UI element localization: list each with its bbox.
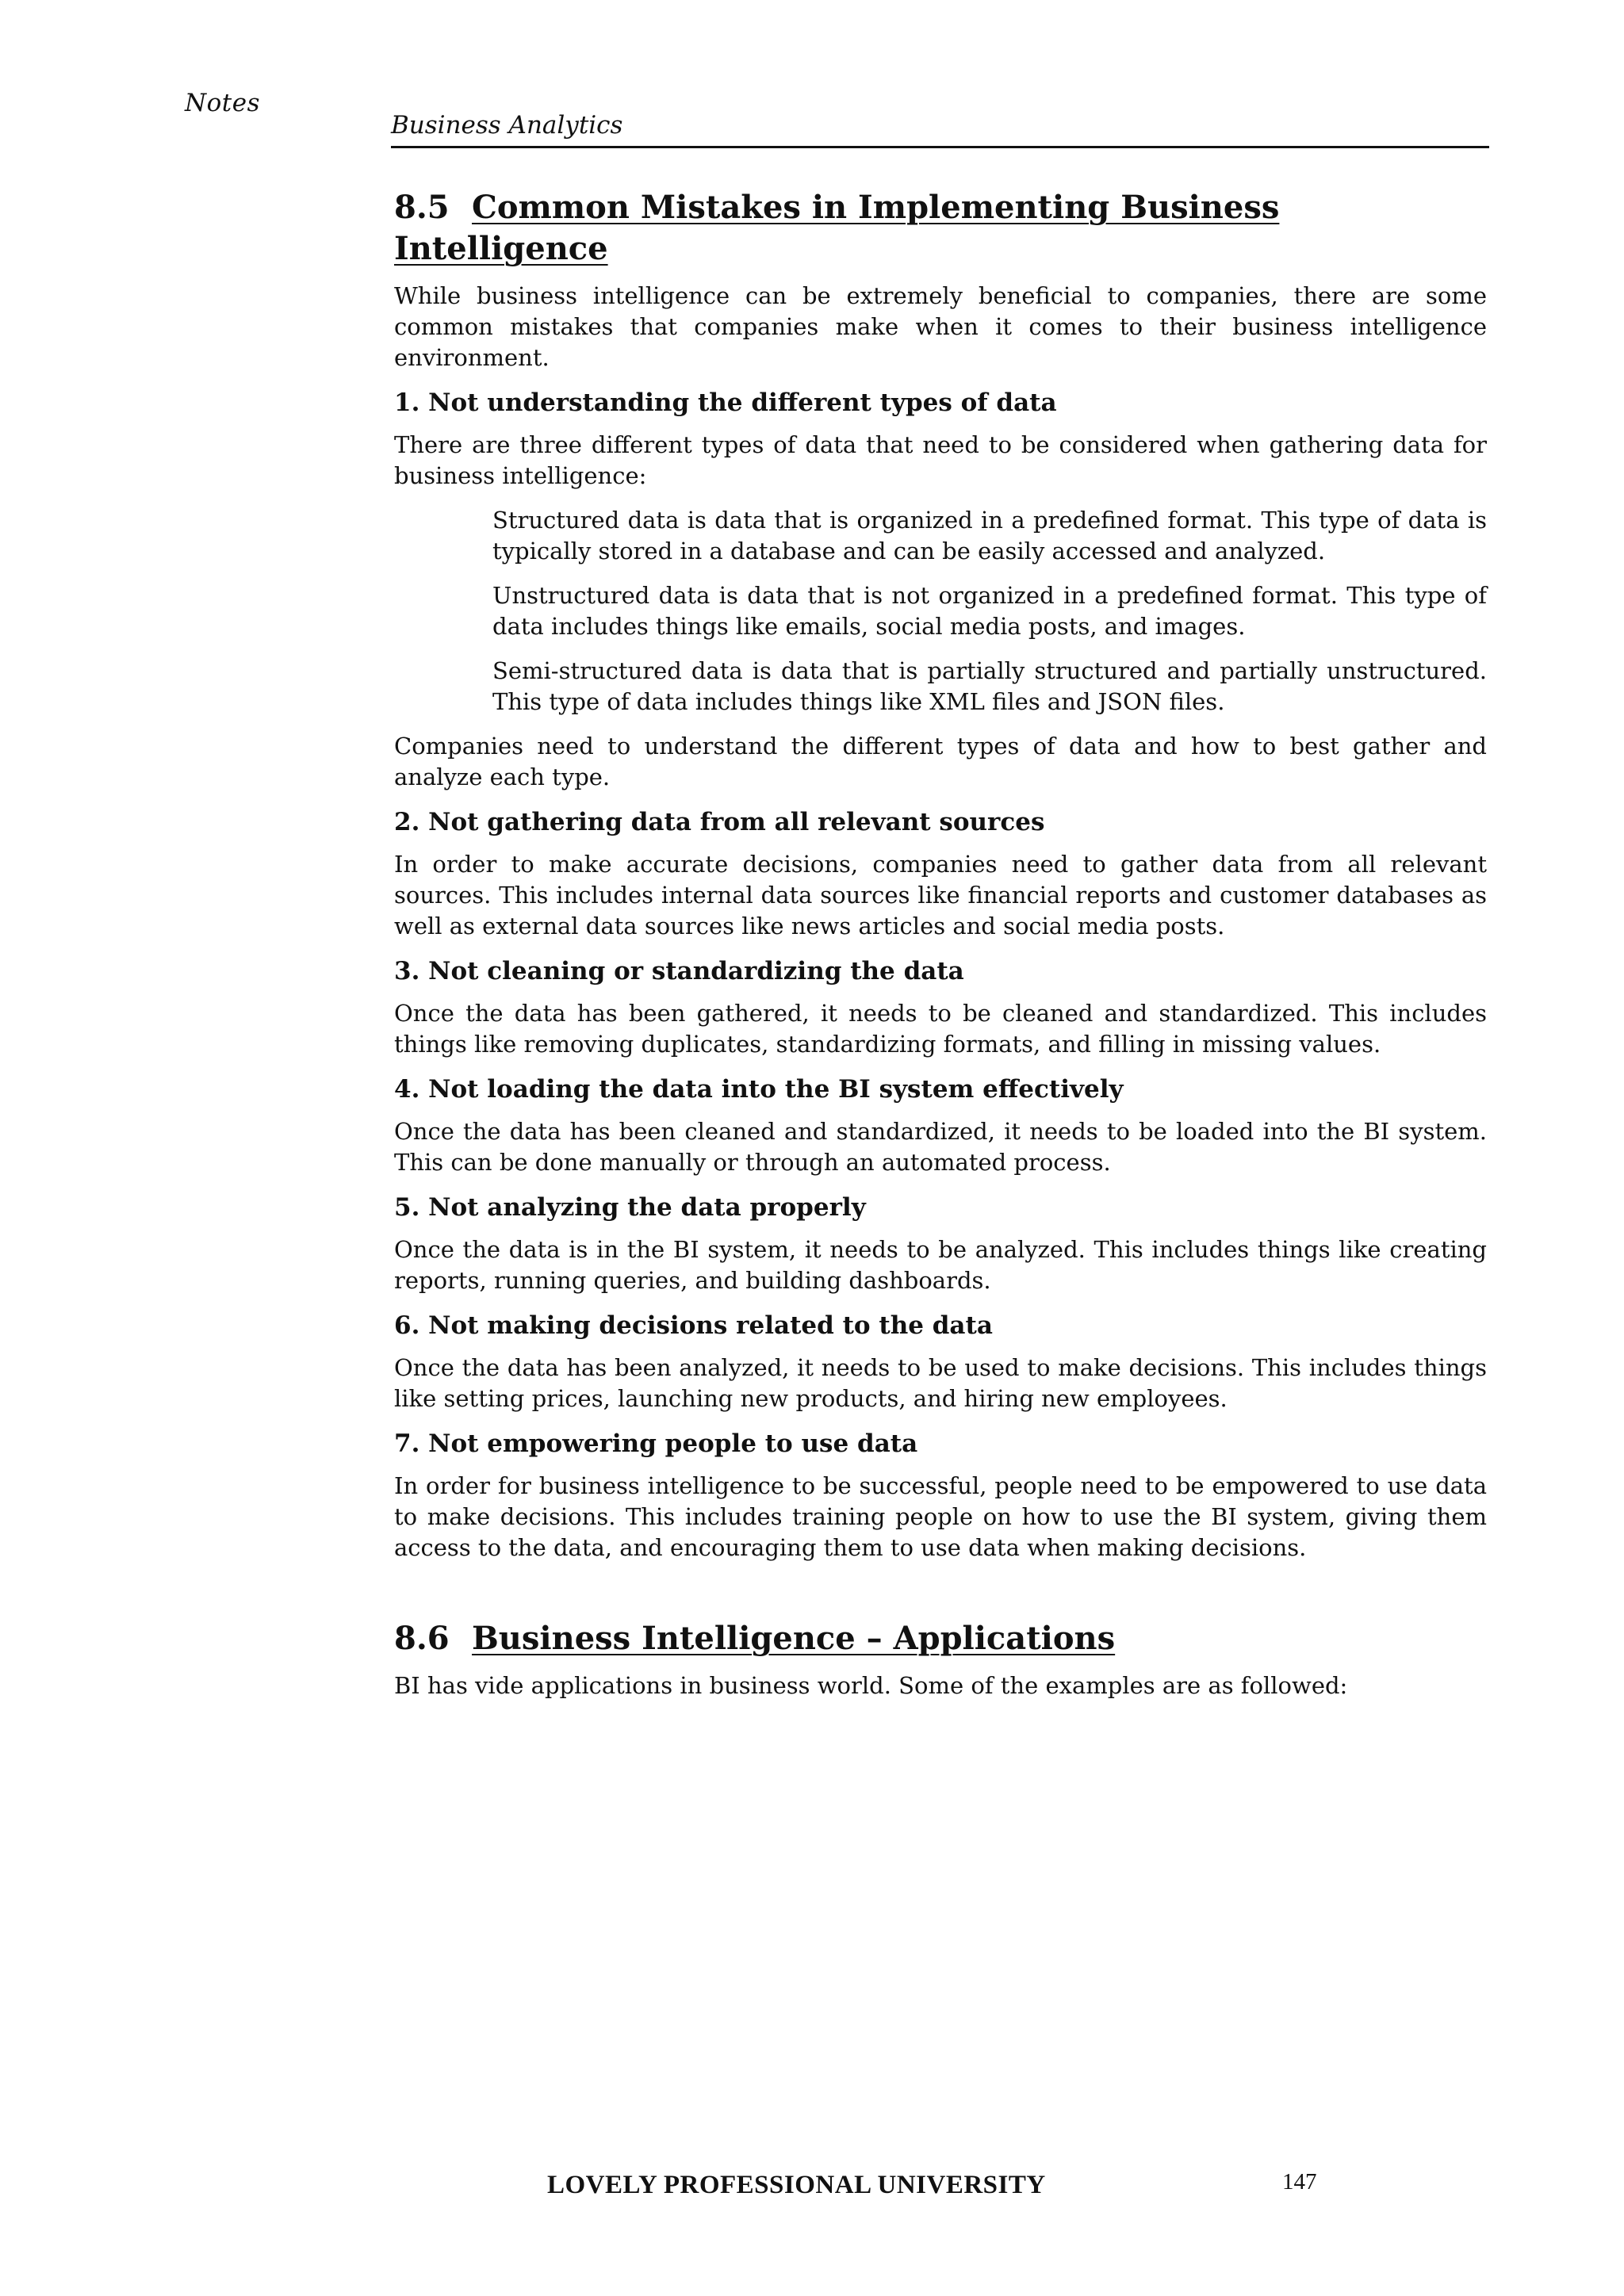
mistake-heading-3: 3. Not cleaning or standardizing the data: [394, 957, 964, 985]
margin-notes-label: Notes: [185, 89, 261, 117]
mistake-heading-2: 2. Not gathering data from all relevant sources: [394, 808, 1045, 836]
mistake-text-2: In order to make accurate decisions, companies need to gather data from all relevant sources. This includes internal data sources like financial reports and customer databases as well as external data sources like news articles and social media posts.: [394, 851, 1487, 939]
section-heading-8-6: [394, 1618, 1487, 1659]
section-title: Common Mistakes in Implementing Business Intelligence: [394, 189, 1280, 267]
mistake-text-4: Once the data has been cleaned and standardized, it needs to be loaded into the BI system. This can be done manually or through an automated process.: [394, 1118, 1487, 1176]
mistake-heading-6: 6. Not making decisions related to the data: [394, 1311, 993, 1340]
mistake-text-3: Once the data has been gathered, it needs to be cleaned and standardized. This includes things like removing duplicates, standardizing formats, and filling in missing values.: [394, 1000, 1487, 1058]
page-footer: [0, 2171, 1624, 2202]
section-number: 8.5: [394, 189, 450, 226]
header-rule: [391, 146, 1489, 148]
running-header-title: Business Analytics: [391, 111, 623, 140]
section-intro: BI has vide applications in business world. Some of the examples are as followed:: [394, 1672, 1348, 1699]
mistake-heading-5: 5. Not analyzing the data properly: [394, 1193, 866, 1222]
list-item-structured: Structured data is data that is organized in a predefined format. This type of data is typically stored in a database and can be easily accessed and analyzed.: [492, 507, 1487, 564]
mistake-closing-1: Companies need to understand the different types of data and how to best gather and analyze each type.: [394, 733, 1487, 790]
mistake-text-6: Once the data has been analyzed, it needs to be used to make decisions. This includes things like setting prices, launching new products, and hiring new employees.: [394, 1354, 1487, 1412]
section-heading-8-5: [394, 187, 1487, 270]
mistake-heading-1: 1. Not understanding the different types of data: [394, 388, 1057, 417]
mistake-heading-7: 7. Not empowering people to use data: [394, 1429, 918, 1458]
page-number: 147: [1282, 2169, 1317, 2195]
footer-university-name: LOVELY PROFESSIONAL UNIVERSITY: [547, 2171, 1046, 2199]
page-content: [394, 187, 1487, 1715]
mistake-text-7: In order for business intelligence to be successful, people need to be empowered to use data to make decisions. This includes training people on how to use the BI system, giving them access to the data, and encouraging them to use data when making decisions.: [394, 1472, 1487, 1561]
list-item-semi-structured: Semi-structured data is data that is partially structured and partially unstructured. This type of data includes things like XML files and JSON files.: [492, 657, 1487, 715]
section-intro: While business intelligence can be extremely beneficial to companies, there are some common mistakes that companies make when it comes to their business intelligence environment.: [394, 282, 1487, 371]
list-item-unstructured: Unstructured data is data that is not organized in a predefined format. This type of data includes things like emails, social media posts, and images.: [492, 582, 1487, 640]
section-number: 8.6: [394, 1620, 450, 1657]
data-types-list: [394, 505, 1487, 718]
mistake-text-1: There are three different types of data that need to be considered when gathering data for business intelligence:: [394, 431, 1487, 489]
mistake-text-5: Once the data is in the BI system, it needs to be analyzed. This includes things like creating reports, running queries, and building dashboards.: [394, 1236, 1487, 1294]
section-spacer: [394, 1577, 1487, 1618]
mistake-heading-4: 4. Not loading the data into the BI system effectively: [394, 1075, 1124, 1104]
section-title: Business Intelligence – Applications: [472, 1620, 1116, 1657]
